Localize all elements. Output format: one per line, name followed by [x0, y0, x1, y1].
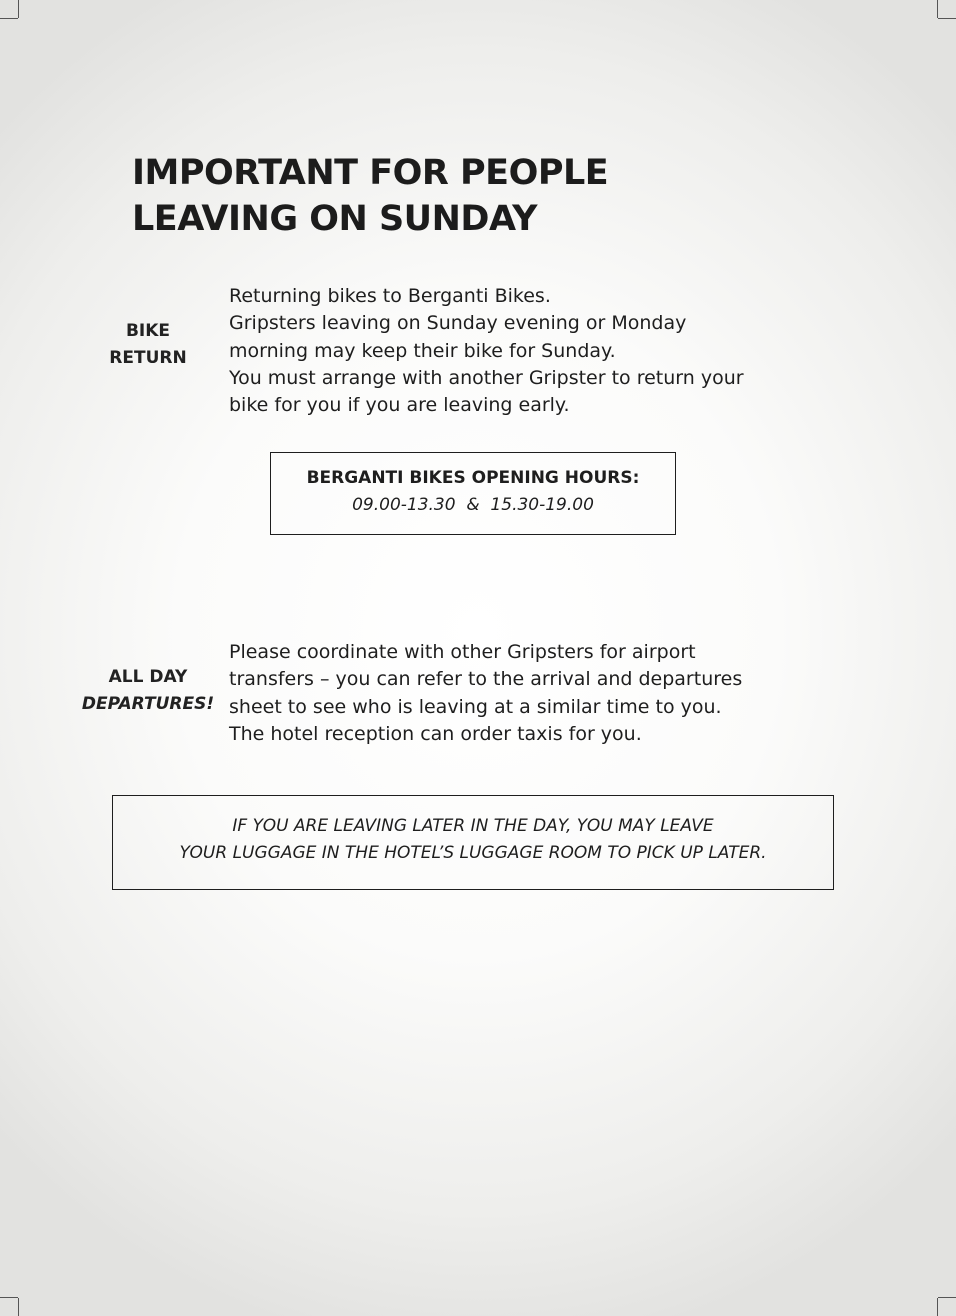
crop-mark-bottom-right-v [937, 1298, 938, 1316]
crop-mark-top-left-h [0, 18, 18, 19]
opening-hours-times: 09.00-13.30 & 15.30-19.00 [352, 495, 594, 515]
bike-return-line: Gripsters leaving on Sunday evening or Monday [229, 312, 687, 335]
bike-return-label [74, 318, 222, 372]
page-title [132, 150, 608, 242]
luggage-notice-line-1: IF YOU ARE LEAVING LATER IN THE DAY, YOU MAY LEAVE [232, 816, 714, 836]
bike-return-line: Returning bikes to Berganti Bikes. [229, 285, 551, 307]
departures-label-line-1: ALL DAY [108, 667, 188, 687]
crop-mark-bottom-left-v [18, 1298, 19, 1316]
luggage-notice-line-2: YOUR LUGGAGE IN THE HOTEL’S LUGGAGE ROOM TO PICK UP LATER. [179, 843, 767, 863]
departures-line: Please coordinate with other Gripsters for airport [229, 641, 696, 663]
departures-label-line-2: DEPARTURES! [81, 694, 215, 714]
bike-return-label-line-1: BIKE [125, 321, 171, 341]
bike-return-line: bike for you if you are leaving early. [229, 394, 570, 417]
bike-return-line: You must arrange with another Gripster to return your [229, 366, 744, 389]
page-title-line-1: IMPORTANT FOR PEOPLE [132, 153, 609, 193]
crop-mark-top-left-v [18, 0, 19, 18]
departures-line: The hotel reception can order taxis for you. [229, 722, 642, 745]
bike-return-text [229, 283, 744, 419]
luggage-notice-box [112, 795, 834, 890]
crop-mark-top-right-v [937, 0, 938, 18]
opening-hours-box [270, 452, 676, 535]
crop-mark-top-right-h [938, 18, 956, 19]
page-title-line-2: LEAVING ON SUNDAY [132, 199, 538, 239]
departures-label [74, 664, 222, 718]
opening-hours-heading: BERGANTI BIKES OPENING HOURS: [306, 468, 640, 488]
crop-mark-bottom-left-h [0, 1297, 18, 1298]
bike-return-label-line-2: RETURN [109, 348, 187, 368]
bike-return-line: morning may keep their bike for Sunday. [229, 339, 616, 362]
departures-line: sheet to see who is leaving at a similar time to you. [229, 695, 722, 718]
departures-line: transfers – you can refer to the arrival and departures [229, 668, 743, 691]
crop-mark-bottom-right-h [938, 1297, 956, 1298]
departures-text [229, 639, 742, 748]
